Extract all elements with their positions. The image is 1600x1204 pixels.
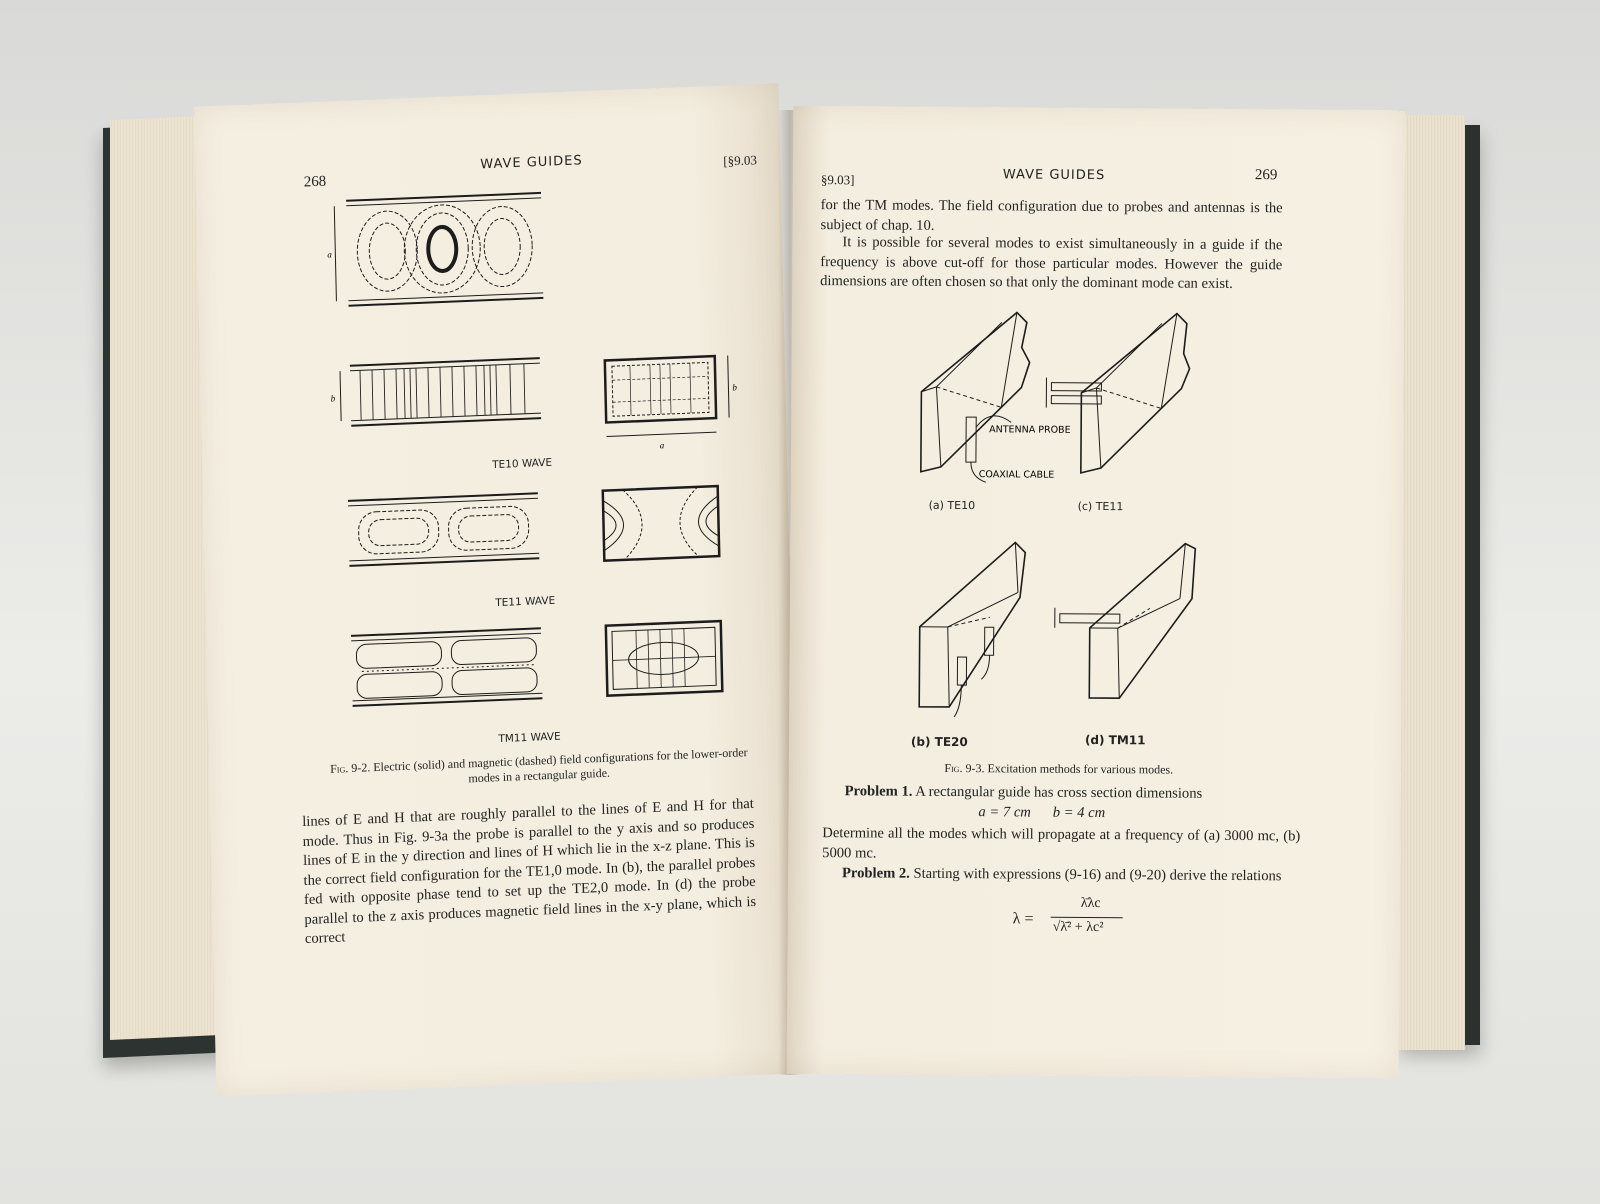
equation-numerator: λ̄λc bbox=[1080, 895, 1101, 912]
excitation-methods-figure bbox=[909, 307, 1212, 759]
problem-2 bbox=[822, 864, 1300, 887]
equation bbox=[1013, 895, 1133, 946]
problem-2-text: Starting with expressions (9-16) and (9-20) derive the relations bbox=[913, 865, 1282, 885]
guide-b bbox=[919, 542, 1025, 718]
coaxial-cable-label: COAXIAL CABLE bbox=[978, 469, 1055, 481]
right-page bbox=[787, 106, 1406, 1078]
problem-1-text: A rectangular guide has cross section dimensions bbox=[915, 783, 1203, 802]
figure-9-3-caption-label: Fig. 9-3. bbox=[944, 760, 985, 776]
te11-label: TE11 WAVE bbox=[495, 594, 556, 610]
dim-b-label: b bbox=[330, 393, 336, 404]
guide-d bbox=[1054, 543, 1195, 699]
right-paragraph-2: It is possible for several modes to exist simultaneously in a guide if the frequency is above cut-off for those particular modes. However the guide dimensions are often chosen so that only the dominant mode can exist. bbox=[820, 234, 1283, 292]
label-d-tm11: (d) TM11 bbox=[1084, 732, 1146, 748]
antenna-probe-label: ANTENNA PROBE bbox=[989, 424, 1071, 436]
right-section-ref: §9.03] bbox=[820, 172, 855, 188]
left-page bbox=[194, 83, 801, 1096]
problem-1-dimensions: a = 7 cm b = 4 cm bbox=[978, 804, 1106, 822]
right-running-head: WAVE GUIDES bbox=[1002, 167, 1106, 184]
left-page-number: 268 bbox=[303, 173, 327, 191]
tm11-side-view bbox=[351, 628, 542, 706]
te11-side-view bbox=[348, 493, 539, 566]
equation-lhs: λ = bbox=[1012, 910, 1034, 928]
te10-side-view bbox=[340, 358, 541, 426]
te10-longitudinal-view bbox=[334, 193, 543, 306]
left-page-paragraph: lines of E and H that are roughly parallel to the lines of E and H for that mode. Thus in Fig. 9-3a the probe is parallel to the y axis and so produces lines of E in the y direction and lines of H which lie in the x-z plane. This is the correct field configuration for the TE1,0 mode. In (b), the parallel probes fed with opposite phase tend to set up the TE2,0 mode. In (d) the probe parallel to the z axis produces magnetic field lines in the x-y plane, which is correct bbox=[302, 795, 757, 948]
te11-cross-section bbox=[603, 486, 719, 561]
right-paragraph-1: for the TM modes. The field configuration due to probes and antennas is the subject of chap. 10. bbox=[820, 197, 1283, 234]
figure-9-2-caption-text: Electric (solid) and magnetic (dashed) field configurations for the lower-order modes in a rectangular guide. bbox=[373, 745, 748, 786]
tm11-cross-section bbox=[606, 621, 722, 696]
figure-9-3-caption-text: Excitation methods for various modes. bbox=[987, 761, 1174, 777]
cross-dim-a-label: a bbox=[659, 440, 665, 451]
cross-dim-b-label: b bbox=[732, 382, 738, 393]
right-page-number: 269 bbox=[1254, 167, 1278, 184]
te10-cross-section bbox=[605, 356, 730, 437]
problem-1-label: Problem 1. bbox=[844, 783, 913, 800]
fraction-bar bbox=[1051, 917, 1123, 919]
label-b-te20: (b) TE20 bbox=[910, 734, 968, 750]
tm11-label: TM11 WAVE bbox=[498, 730, 561, 746]
problem-1 bbox=[845, 782, 1295, 805]
problem-2-label: Problem 2. bbox=[841, 865, 910, 882]
left-running-head: WAVE GUIDES bbox=[480, 153, 583, 173]
te10-label: TE10 WAVE bbox=[492, 456, 553, 472]
dim-a-label: a bbox=[327, 249, 332, 260]
problem-1-question: Determine all the modes which will propagate at a frequency of (a) 3000 mc, (b) 5000 mc. bbox=[822, 825, 1301, 861]
left-section-ref: [§9.03 bbox=[723, 152, 758, 169]
guide-c bbox=[1046, 313, 1190, 474]
guide-a bbox=[921, 312, 1030, 483]
label-c-te11: (c) TE11 bbox=[1077, 499, 1124, 514]
figure-9-2-caption-label: Fig. 9-2. bbox=[330, 760, 371, 776]
equation-denominator: √λ̄² + λc² bbox=[1052, 919, 1104, 936]
figure-9-3-caption bbox=[849, 760, 1269, 778]
label-a-te10: (a) TE10 bbox=[928, 498, 976, 513]
